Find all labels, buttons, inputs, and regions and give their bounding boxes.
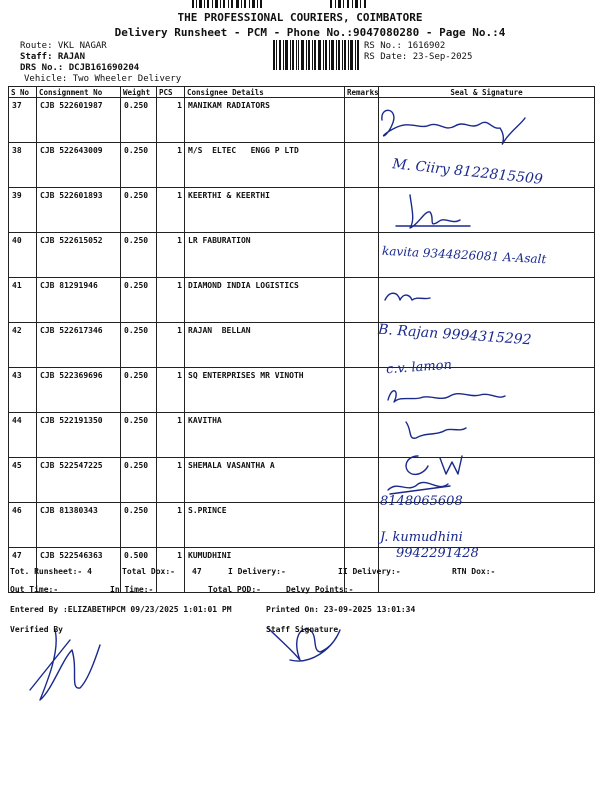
cell-weight: 0.250: [121, 278, 157, 323]
cell-sno: 41: [9, 278, 37, 323]
cell-consignee: M/S ELTEC ENGG P LTD: [185, 143, 345, 188]
cell-consignee: KAVITHA: [185, 413, 345, 458]
cell-sno: 44: [9, 413, 37, 458]
delvy-points-label: Delvy Points:-: [286, 585, 354, 594]
total-dox-label: Total Dox:-: [122, 567, 175, 576]
i-delivery-label: I Delivery:-: [228, 567, 286, 576]
ii-delivery-label: II Delivery:-: [338, 567, 401, 576]
cell-consignment: CJB 522546363: [37, 548, 121, 593]
col-header-weight: Weight: [121, 87, 157, 98]
cell-weight: 0.250: [121, 323, 157, 368]
handwriting-row-43: c.v. lamon: [385, 357, 453, 378]
cell-consignee: LR FABURATION: [185, 233, 345, 278]
cell-weight: 0.250: [121, 143, 157, 188]
total-pod-label: Total POD:-: [208, 585, 261, 594]
handwriting-row-42: B. Rajan 9994315292: [377, 321, 532, 349]
cell-pcs: 1: [157, 278, 185, 323]
col-header-consignment: Consignment No: [37, 87, 121, 98]
cell-weight: 0.250: [121, 368, 157, 413]
cell-pcs: 1: [157, 323, 185, 368]
cell-pcs: 1: [157, 503, 185, 548]
cell-sno: 46: [9, 503, 37, 548]
verified-by-label: Verified By: [10, 625, 63, 634]
cell-pcs: 1: [157, 368, 185, 413]
col-header-consignee: Consignee Details: [185, 87, 345, 98]
rs-date: RS Date: 23-Sep-2025: [364, 52, 473, 62]
cell-weight: 0.250: [121, 503, 157, 548]
cell-pcs: 1: [157, 458, 185, 503]
handwriting-row-47-name: J. kumudhini: [380, 530, 463, 545]
cell-consignment: CJB 522617346: [37, 323, 121, 368]
cell-consignee: SHEMALA VASANTHA A: [185, 458, 345, 503]
signature-row-46-c: [406, 456, 428, 474]
cell-sno: 45: [9, 458, 37, 503]
col-header-signature: Seal & Signature: [379, 87, 595, 98]
cell-consignee: S.PRINCE: [185, 503, 345, 548]
cell-consignment: CJB 522601987: [37, 98, 121, 143]
cell-pcs: 1: [157, 98, 185, 143]
cell-consignment: CJB 522615052: [37, 233, 121, 278]
cell-weight: 0.250: [121, 188, 157, 233]
col-header-remarks: Remarks: [345, 87, 379, 98]
handwriting-row-38: M. Ciiry 8122815509: [391, 156, 544, 188]
cell-pcs: 1: [157, 413, 185, 458]
document-title: THE PROFESSIONAL COURIERS, COIMBATORE: [177, 11, 423, 24]
cell-weight: 0.250: [121, 233, 157, 278]
cell-sno: 37: [9, 98, 37, 143]
col-header-sno: S No: [9, 87, 37, 98]
staff-label: Staff: RAJAN: [20, 52, 86, 62]
total-runsheet: Tot. Runsheet:- 4: [10, 567, 92, 576]
signature-row-45: [406, 422, 466, 438]
handwriting-row-47-phone: 9942291428: [396, 546, 479, 561]
signature-row-41: [385, 293, 430, 300]
cell-sno: 38: [9, 143, 37, 188]
cell-weight: 0.250: [121, 413, 157, 458]
entered-by: Entered By :ELIZABETHPCM 09/23/2025 1:01:01 PM: [10, 605, 232, 614]
cell-pcs: 1: [157, 548, 185, 593]
cell-consignee: SQ ENTERPRISES MR VINOTH: [185, 368, 345, 413]
staff-signature-label: Staff Signature: [266, 625, 339, 634]
cell-consignment: CJB 522643009: [37, 143, 121, 188]
route-label: Route: VKL NAGAR: [20, 41, 107, 51]
cell-consignment: CJB 522601893: [37, 188, 121, 233]
drs-number: DRS No.: DCJB161690204: [20, 63, 140, 73]
cell-consignment: CJB 81291946: [37, 278, 121, 323]
signature-row-46-scribble: [388, 482, 450, 494]
in-time-label: In Time:-: [110, 585, 154, 594]
document-subtitle: Delivery Runsheet - PCM - Phone No.:9047080280 - Page No.:4: [114, 26, 506, 39]
signature-row-44: [388, 391, 505, 402]
cell-consignee: DIAMOND INDIA LOGISTICS: [185, 278, 345, 323]
total-dox-value: 47: [192, 567, 202, 576]
cell-sno: 42: [9, 323, 37, 368]
cell-consignee: RAJAN BELLAN: [185, 323, 345, 368]
rs-number: RS No.: 1616902: [364, 41, 446, 51]
cell-sno: 43: [9, 368, 37, 413]
vehicle-label: Vehicle: Two Wheeler Delivery: [24, 74, 182, 84]
cell-consignee: MANIKAM RADIATORS: [185, 98, 345, 143]
cell-pcs: 1: [157, 143, 185, 188]
signature-row-39: [396, 195, 470, 228]
cell-pcs: 1: [157, 233, 185, 278]
cell-consignment: CJB 522547225: [37, 458, 121, 503]
cell-consignment: CJB 522369696: [37, 368, 121, 413]
cell-sno: 39: [9, 188, 37, 233]
signature-row-37: [382, 110, 525, 144]
cell-consignment: CJB 522191350: [37, 413, 121, 458]
handwriting-row-46: 8148065608: [380, 494, 463, 509]
cell-sno: 47: [9, 548, 37, 593]
cell-consignee: KEERTHI & KEERTHI: [185, 188, 345, 233]
cell-weight: 0.500: [121, 548, 157, 593]
cell-consignment: CJB 81380343: [37, 503, 121, 548]
signature-row-46-w: [440, 456, 462, 474]
col-header-pcs: PCS: [157, 87, 185, 98]
cell-consignee: KUMUDHINI: [185, 548, 345, 593]
out-time-label: Out Time:-: [10, 585, 59, 594]
cell-pcs: 1: [157, 188, 185, 233]
rtn-dox-label: RTN Dox:-: [452, 567, 496, 576]
cell-weight: 0.250: [121, 98, 157, 143]
printed-on: Printed On: 23-09-2025 13:01:34: [266, 605, 416, 614]
cell-sno: 40: [9, 233, 37, 278]
handwriting-row-40: kavita 9344826081 A-Asalt: [381, 243, 547, 267]
verified-by-signature: [30, 630, 100, 700]
cell-weight: 0.250: [121, 458, 157, 503]
